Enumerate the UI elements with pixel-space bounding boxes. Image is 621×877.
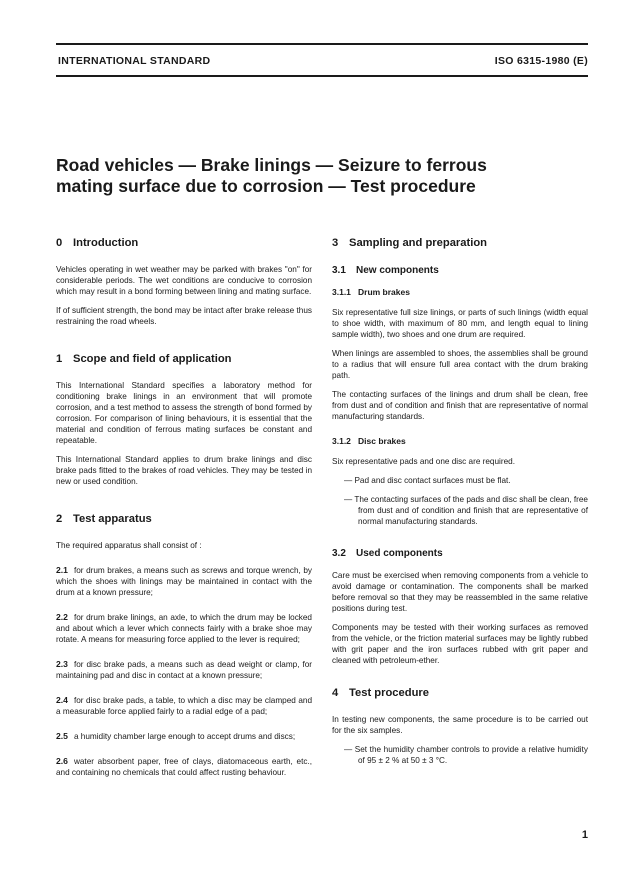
clause-text: for drum brake linings, an axle, to which the drum may be locked and about which a lever which connects fairly with a brake shoe may rotate. A means for measuring force applied to the lever is required; (56, 613, 312, 644)
subsection-3-1-1-heading (332, 287, 588, 298)
subsection-title: Disc brakes (358, 436, 406, 446)
section-4-paragraph-1: In testing new components, the same procedure is to be carried out for the six samples. (332, 715, 588, 735)
page-number: 1 (581, 829, 588, 841)
header-rule-top (56, 43, 588, 45)
subsection-number: 3.1.2 (332, 436, 351, 446)
clause-2-5 (56, 731, 312, 742)
subsection-3-2-heading (332, 547, 588, 560)
clause-number: 2.5 (56, 731, 68, 741)
header-document-number: ISO 6315-1980 (E) (494, 55, 588, 67)
subsection-number: 3.1 (332, 265, 346, 276)
document-title (56, 155, 586, 197)
section-title: Test apparatus (73, 513, 152, 525)
clause-2-1 (56, 565, 312, 598)
subsection-3-1-2-dash-item-1: — Pad and disc contact surfaces must be flat. (344, 476, 511, 485)
section-4-heading (332, 686, 588, 700)
section-2-heading (56, 512, 312, 526)
left-column (56, 236, 312, 786)
clause-2-4 (56, 695, 312, 717)
section-4-dash-item-1: — Set the humidity chamber controls to provide a relative humidity of 95 ± 2 % at 50 ± 3 °C. (344, 745, 588, 765)
section-number: 2 (56, 513, 63, 525)
clause-number: 2.3 (56, 659, 68, 669)
subsection-3-1-2-heading (332, 436, 588, 447)
subsection-title: Used components (356, 548, 443, 559)
section-title: Scope and field of application (73, 353, 232, 365)
subsection-3-1-2-dash-item-2: — The contacting surfaces of the pads and disc shall be clean, free from dust and of condition and finish that are representative of normal manufacturing standards. (344, 495, 588, 526)
subsection-3-1-1-paragraph-3: The contacting surfaces of the linings and drum shall be clean, free from dust and of condition and finish that are representative of normal manufacturing standards. (332, 390, 588, 421)
subsection-number: 3.2 (332, 548, 346, 559)
clause-text: water absorbent paper, free of clays, diatomaceous earth, etc., and containing no chemicals that could affect rusting behaviour. (56, 757, 312, 777)
clause-text: for drum brakes, a means such as screws and torque wrench, by which the shoes with linings may be maintained in contact with the drum at a known pressure; (56, 566, 312, 597)
section-1-paragraph-2: This International Standard applies to drum brake linings and disc brake pads fitted to the brakes of road vehicles. They may be tested in new or used condition. (56, 455, 312, 486)
subsection-3-1-heading (332, 264, 588, 277)
clause-2-6 (56, 756, 312, 778)
section-1-paragraph-1: This International Standard specifies a laboratory method for conditioning brake linings in an environment that will promote corrosion, and a test method to assess the strength of bond formed by corrosion. For comparison of lining behaviours, it is essential that the material and condition of ferrous mating surfaces be constant and repeatable. (56, 381, 312, 445)
section-3-heading (332, 236, 588, 250)
section-1-heading (56, 352, 312, 366)
subsection-3-1-1-paragraph-1: Six representative full size linings, or parts of such linings (width equal to shoe width, with maximum of 80 mm, and length equal to lining sample width), two shoes and one drum are required. (332, 308, 588, 339)
clause-text: for disc brake pads, a means such as dead weight or clamp, for maintaining pad and disc in contact at a known pressure; (56, 660, 312, 680)
section-title: Introduction (73, 237, 139, 249)
section-0-heading (56, 236, 312, 250)
section-number: 0 (56, 237, 63, 249)
section-0-paragraph-1: Vehicles operating in wet weather may be parked with brakes "on" for considerable periods. The wet conditions are conducive to corrosion which may result in a bond forming between lining and mating surface. (56, 265, 312, 296)
clause-2-3 (56, 659, 312, 681)
clause-number: 2.4 (56, 695, 68, 705)
section-number: 4 (332, 687, 339, 699)
clause-2-2 (56, 612, 312, 645)
right-column (332, 236, 588, 774)
title-line-2: mating surface due to corrosion — Test procedure (56, 176, 476, 196)
section-number: 3 (332, 237, 339, 249)
section-title: Test procedure (349, 687, 429, 699)
clause-text: for disc brake pads, a table, to which a disc may be clamped and a measurable force applied fairly to a radial edge of a pad; (56, 696, 312, 716)
title-line-1: Road vehicles — Brake linings — Seizure to ferrous (56, 155, 487, 175)
subsection-3-2-paragraph-2: Components may be tested with their working surfaces as removed from the vehicle, or the friction material surfaces may be lightly rubbed with grit paper and the iron surfaces rubbed with grit paper and cleaned with petroleum-ether. (332, 623, 588, 665)
section-0-paragraph-2: If of sufficient strength, the bond may be intact after brake release thus restraining the road wheels. (56, 306, 312, 326)
header-rule-bottom (56, 75, 588, 77)
subsection-title: Drum brakes (358, 287, 410, 297)
clause-text: a humidity chamber large enough to accept drums and discs; (73, 732, 296, 741)
clause-number: 2.2 (56, 612, 68, 622)
header-standard-label: INTERNATIONAL STANDARD (58, 55, 211, 67)
section-title: Sampling and preparation (349, 237, 487, 249)
section-number: 1 (56, 353, 63, 365)
subsection-3-1-1-paragraph-2: When linings are assembled to shoes, the assemblies shall be ground to a radius that will ensure full area contact with the drum braking path. (332, 349, 588, 380)
subsection-title: New components (356, 265, 439, 276)
clause-number: 2.6 (56, 756, 68, 766)
subsection-3-2-paragraph-1: Care must be exercised when removing components from a vehicle to avoid damage or contamination. The components shall be marked before removal so that they may be reassembled in the same relative positions during test. (332, 571, 588, 613)
clause-number: 2.1 (56, 565, 68, 575)
subsection-3-1-2-paragraph-1: Six representative pads and one disc are required. (332, 457, 515, 466)
section-2-intro: The required apparatus shall consist of : (56, 541, 202, 550)
subsection-number: 3.1.1 (332, 287, 351, 297)
